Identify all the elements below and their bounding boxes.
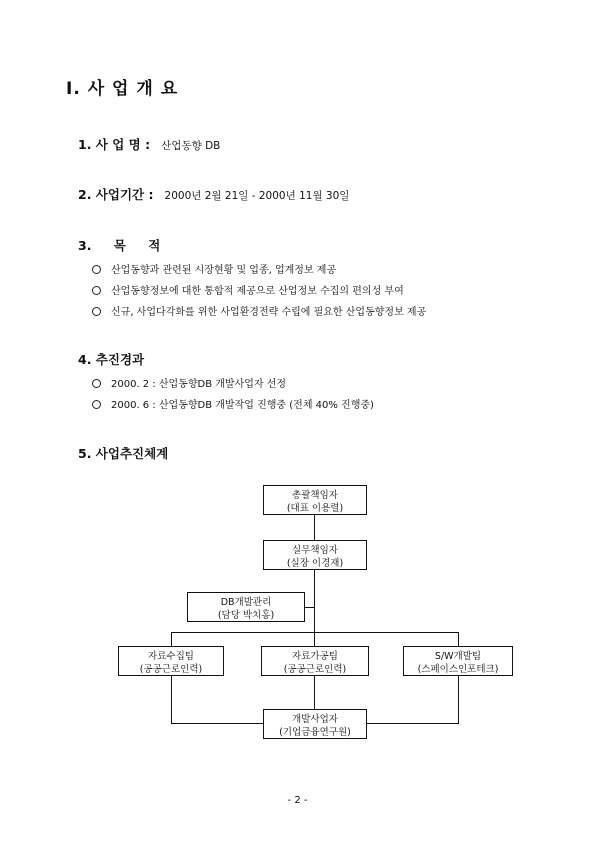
section-5-label: 5. 사업추진체계 — [78, 446, 169, 461]
list-item: 2000. 6 : 산업동향DB 개발작업 진행중 (전체 40% 진행중) — [92, 396, 374, 411]
section-2-label: 2. 사업기간 : — [78, 187, 154, 202]
section-4-label: 4. 추진경과 — [78, 352, 145, 367]
section-1-label: 1. 사 업 명 : — [78, 137, 151, 152]
connector-line — [304, 607, 314, 608]
connector-line — [171, 723, 264, 724]
connector-line — [458, 675, 459, 724]
connector-line — [171, 675, 172, 724]
org-box-sw-team: S/W개발팀 (스페이스인포테크) — [403, 646, 513, 676]
org-box-developer: 개발사업자 (기업금융연구원) — [263, 709, 367, 739]
connector-line — [314, 675, 315, 710]
section-1-value: 산업동향 DB — [161, 140, 221, 152]
org-box-collection-team: 자료수집팀 (공공근로인력) — [118, 646, 224, 676]
list-item: 산업동향정보에 대한 통합적 제공으로 산업정보 수집의 편의성 부여 — [92, 282, 404, 297]
list-item: 신규, 사업다각화를 위한 사업환경전략 수립에 필요한 산업동향정보 제공 — [92, 303, 426, 318]
connector-line — [314, 632, 315, 647]
org-box-processing-team: 자료가공팀 (공공근로인력) — [261, 646, 369, 676]
org-box-db-management: DB개발관리 (담당 박치홍) — [187, 592, 305, 622]
section-2-value: 2000년 2월 21일 - 2000년 11월 30일 — [164, 190, 350, 202]
bullet-circle-icon — [92, 379, 101, 388]
org-box-practical-manager: 실무책임자 (실장 이경재) — [263, 540, 367, 570]
page-number: - 2 - — [287, 795, 308, 806]
connector-line — [314, 514, 315, 541]
connector-line — [314, 569, 315, 632]
connector-line — [458, 632, 459, 647]
connector-line — [366, 723, 459, 724]
section-1 — [78, 134, 220, 153]
org-box-director: 총괄책임자 (대표 이용렬) — [263, 485, 367, 515]
connector-line — [171, 632, 172, 647]
bullet-circle-icon — [92, 400, 101, 409]
list-item: 산업동향과 관련된 시장현황 및 업종, 업계정보 제공 — [92, 261, 336, 276]
bullet-circle-icon — [92, 307, 101, 316]
bullet-circle-icon — [92, 286, 101, 295]
section-2 — [78, 184, 349, 203]
bullet-circle-icon — [92, 265, 101, 274]
list-item: 2000. 2 : 산업동향DB 개발사업자 선정 — [92, 375, 286, 390]
section-3-label: 3. 목 적 — [78, 238, 161, 253]
document-title: Ⅰ. 사 업 개 요 — [66, 79, 179, 99]
